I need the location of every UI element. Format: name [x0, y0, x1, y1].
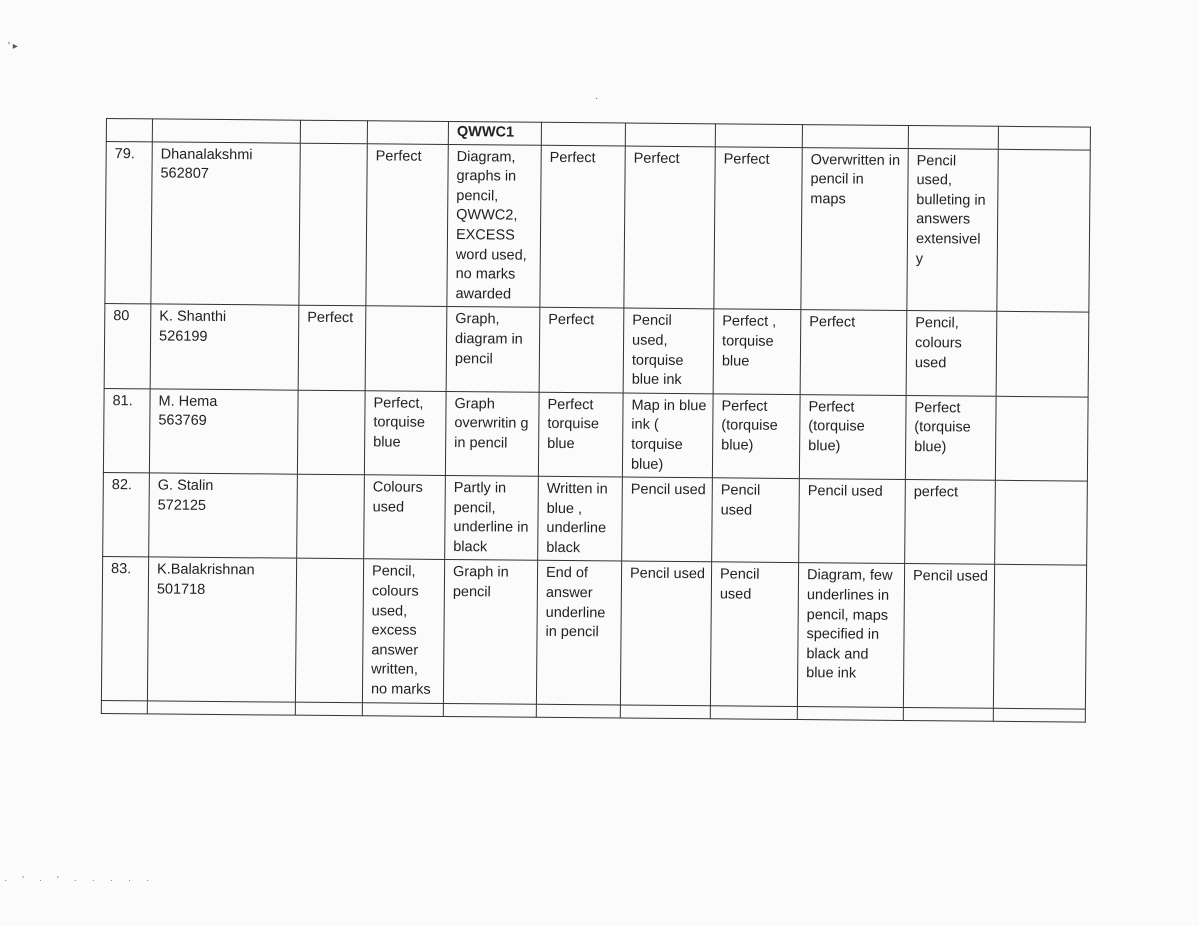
header-cell [802, 125, 908, 149]
remark-cell [995, 480, 1088, 565]
empty-cell [101, 700, 147, 713]
candidate-cell [151, 141, 300, 305]
remark-cell: Perfect [540, 145, 625, 308]
remark-cell: Perfect [714, 146, 802, 310]
remark-cell: Perfect (torquise blue) [712, 394, 800, 479]
scan-speck: · [595, 93, 599, 104]
empty-cell [295, 702, 362, 716]
candidate-name: G. Stalin [157, 477, 214, 495]
remark-cell: Pencil used [799, 479, 906, 564]
header-cell [715, 124, 802, 147]
empty-cell [362, 702, 443, 716]
remark-cell [995, 396, 1088, 481]
empty-cell [620, 705, 710, 719]
remark-cell: Pencil, colours used, excess answer written, no marks [362, 559, 444, 703]
remark-cell: Diagram, few underlines in pencil, maps specified in black and blue ink [797, 563, 904, 707]
candidate-cell [149, 389, 298, 475]
serial-number: 79. [105, 141, 152, 304]
serial-number: 81. [103, 388, 150, 473]
empty-cell [443, 703, 536, 717]
empty-cell [710, 705, 797, 719]
remark-cell: Perfect [298, 306, 366, 391]
remark-cell: Perfect , torquise blue [713, 309, 801, 394]
remark-cell: Perfect, torquise blue [364, 390, 446, 475]
remark-cell [299, 143, 367, 306]
evaluation-table [101, 118, 1091, 722]
remark-cell: Pencil used, torquise blue ink [623, 308, 714, 393]
header-label-qwwc1: QWWC1 [448, 121, 541, 144]
remark-cell [365, 306, 447, 391]
remark-cell: Written in blue , underline black [538, 476, 623, 561]
empty-cell [903, 707, 993, 721]
remark-cell [993, 565, 1086, 709]
remark-cell: Pencil used [903, 564, 994, 708]
remark-cell [996, 312, 1089, 397]
remark-cell: Pencil used [710, 562, 798, 706]
remark-cell: Overwritten in pencil in maps [801, 147, 908, 311]
candidate-id: 501718 [156, 581, 206, 598]
remark-cell: Pencil used [622, 477, 713, 562]
remark-cell: Pencil used [620, 561, 711, 705]
candidate-cell [147, 557, 296, 701]
header-cell [106, 119, 152, 142]
remark-cell [997, 149, 1090, 313]
remark-cell: Perfect [366, 143, 448, 306]
remark-cell: Perfect (torquise blue) [905, 395, 996, 480]
remark-cell [297, 390, 365, 475]
remark-cell: Perfect [539, 308, 624, 393]
remark-cell: Diagram, graphs in pencil, QWWC2, EXCESS word used, no marks awarded [447, 144, 541, 308]
remark-cell: Perfect (torquise blue) [799, 394, 906, 479]
table-row [103, 388, 1088, 481]
remark-cell: Pencil used, bulleting in answers extensivel y [907, 148, 998, 312]
candidate-name: Dhanalakshmi [160, 146, 253, 163]
remark-cell: Partly in pencil, underline in black [445, 476, 539, 561]
table-row [103, 473, 1088, 566]
candidate-name: K.Balakrishnan [156, 561, 255, 579]
empty-cell [797, 706, 903, 720]
remark-cell: perfect [905, 480, 996, 565]
serial-number: 83. [101, 557, 148, 701]
serial-number: 82. [103, 473, 150, 558]
table-row [104, 304, 1089, 397]
serial-number: 80 [104, 304, 151, 389]
remark-cell: Perfect torquise blue [538, 392, 623, 477]
table-row [101, 557, 1086, 709]
candidate-cell [149, 473, 298, 559]
candidate-cell [150, 304, 299, 390]
remark-cell: End of answer underline in pencil [536, 561, 621, 705]
candidate-id: 563769 [158, 412, 207, 430]
header-cell [998, 126, 1090, 149]
scan-edge-marks: · ' · ' · · · · · [4, 875, 156, 886]
header-cell [300, 120, 367, 143]
remark-cell: Colours used [364, 475, 446, 560]
header-cell [367, 121, 448, 144]
empty-cell [993, 708, 1085, 722]
table-row [105, 141, 1090, 312]
scan-speck: ' ▸ [8, 41, 18, 52]
remark-cell: Graph overwritin g in pencil [445, 391, 539, 476]
remark-cell: Perfect [800, 310, 907, 395]
remark-cell [297, 474, 365, 559]
empty-cell [147, 701, 295, 715]
candidate-id: 572125 [157, 497, 207, 514]
candidate-id: 562807 [160, 165, 209, 183]
remark-cell: Pencil used [712, 478, 800, 563]
remark-cell: Map in blue ink ( torquise blue) [622, 393, 713, 478]
header-cell [541, 122, 625, 145]
candidate-name: M. Hema [158, 393, 218, 410]
candidate-id: 526199 [159, 328, 208, 345]
remark-cell: Graph in pencil [443, 560, 537, 704]
remark-cell: Graph, diagram in pencil [446, 307, 540, 392]
header-cell [152, 119, 300, 143]
header-cell [908, 126, 998, 149]
header-cell [625, 123, 715, 146]
candidate-name: K. Shanthi [159, 308, 227, 326]
remark-cell: Perfect [624, 146, 715, 310]
empty-cell [536, 704, 620, 718]
remark-cell [295, 559, 363, 703]
remark-cell: Pencil, colours used [906, 311, 997, 396]
